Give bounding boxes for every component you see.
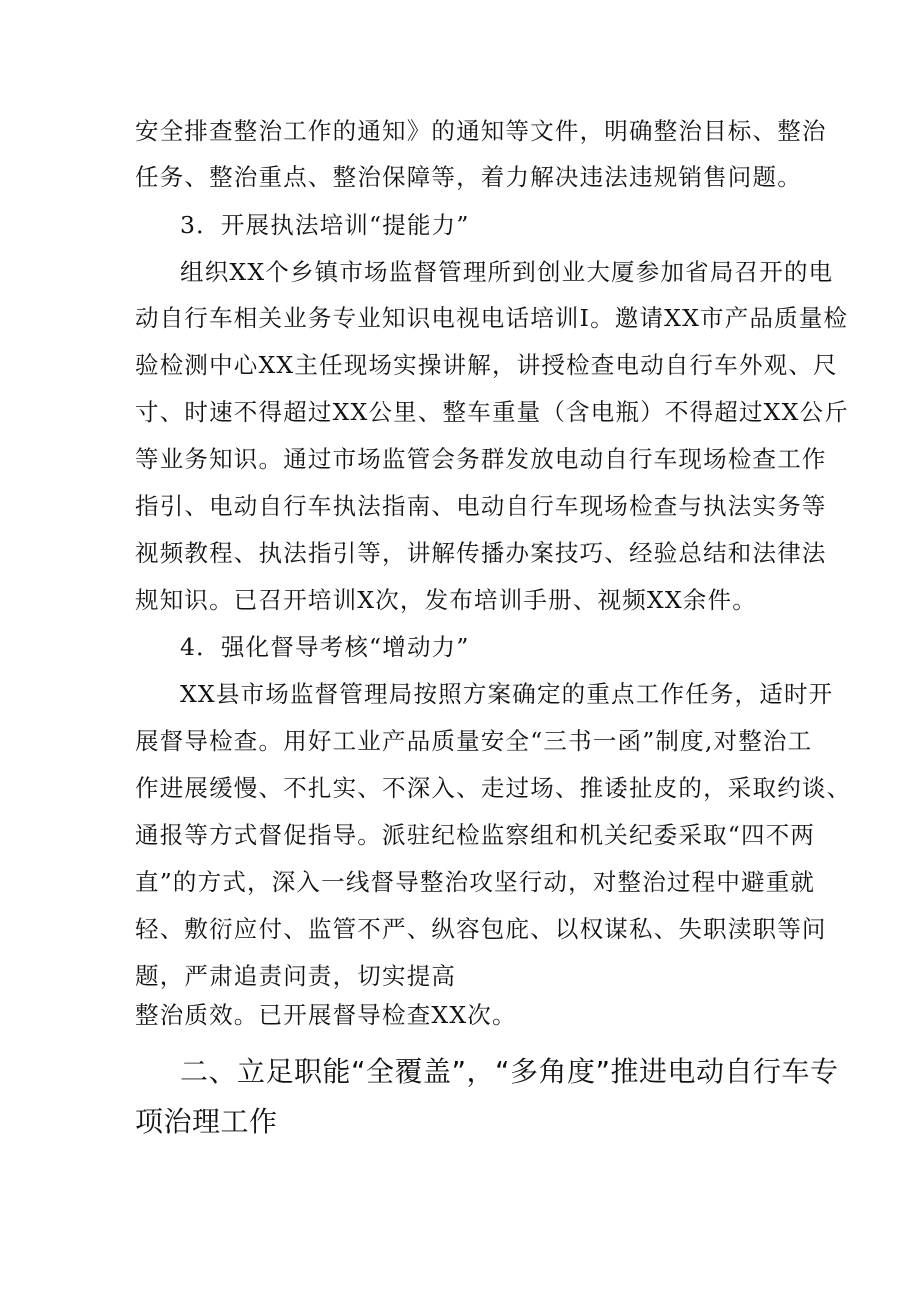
paragraph-line: 指引、电动自行车执法指南、电动自行车现场检查与执法实务等: [135, 492, 827, 520]
paragraph-line: 直”的方式，深入一线督导整治攻坚行动，对整治过程中避重就: [135, 868, 816, 896]
paragraph-line: 视频教程、执法指引等，讲解传播办案技巧、经验总结和法律法: [135, 539, 827, 567]
section-heading: 二、立足职能“全覆盖”，“多角度”推进电动自行车专: [180, 1055, 839, 1088]
paragraph-line: 动自行车相关业务专业知识电视电话培训I。邀请XX市产品质量检: [135, 304, 849, 332]
paragraph-line: 题，严肃追责问责，切实提高: [135, 962, 457, 990]
paragraph-line: 展督导检查。用好工业产品质量安全“三书一函”制度,对整治工: [135, 727, 813, 755]
subheading-3: 3．开展执法培训“提能力”: [180, 211, 470, 239]
paragraph-line: 任务、整治重点、整治保障等，着力解决违法违规销售问题。: [135, 163, 802, 191]
paragraph-line: 通报等方式督促指导。派驻纪检监察组和机关纪委采取“四不两: [135, 821, 816, 849]
paragraph-line: 整治质效。已开展督导检查XX次。: [135, 1001, 517, 1029]
paragraph-line: 验检测中心XX主任现场实操讲解，讲授检查电动自行车外观、尺: [135, 351, 838, 379]
paragraph-line: XX县市场监督管理局按照方案确定的重点工作任务，适时开: [180, 680, 834, 708]
paragraph-line: 规知识。已召开培训X次，发布培训手册、视频XX余件。: [135, 586, 757, 614]
paragraph-line: 安全排查整治工作的通知》的通知等文件，明确整治目标、整治: [135, 117, 827, 145]
paragraph-line: 等业务知识。通过市场监管会务群发放电动自行车现场检查工作: [135, 445, 827, 473]
paragraph-line: 寸、时速不得超过XX公里、整车重量（含电瓶）不得超过XX公斤: [135, 398, 849, 426]
section-heading-continued: 项治理工作: [135, 1105, 278, 1138]
subheading-4: 4．强化督导考核“增动力”: [180, 633, 470, 661]
paragraph-line: 组织XX个乡镇市场监督管理所到创业大厦参加省局召开的电: [180, 258, 834, 286]
paragraph-line: 轻、敷衍应付、监管不严、纵容包庇、以权谋私、失职渎职等问: [135, 915, 827, 943]
paragraph-line: 作进展缓慢、不扎实、不深入、走过场、推诿扯皮的，采取约谈、: [135, 774, 852, 802]
